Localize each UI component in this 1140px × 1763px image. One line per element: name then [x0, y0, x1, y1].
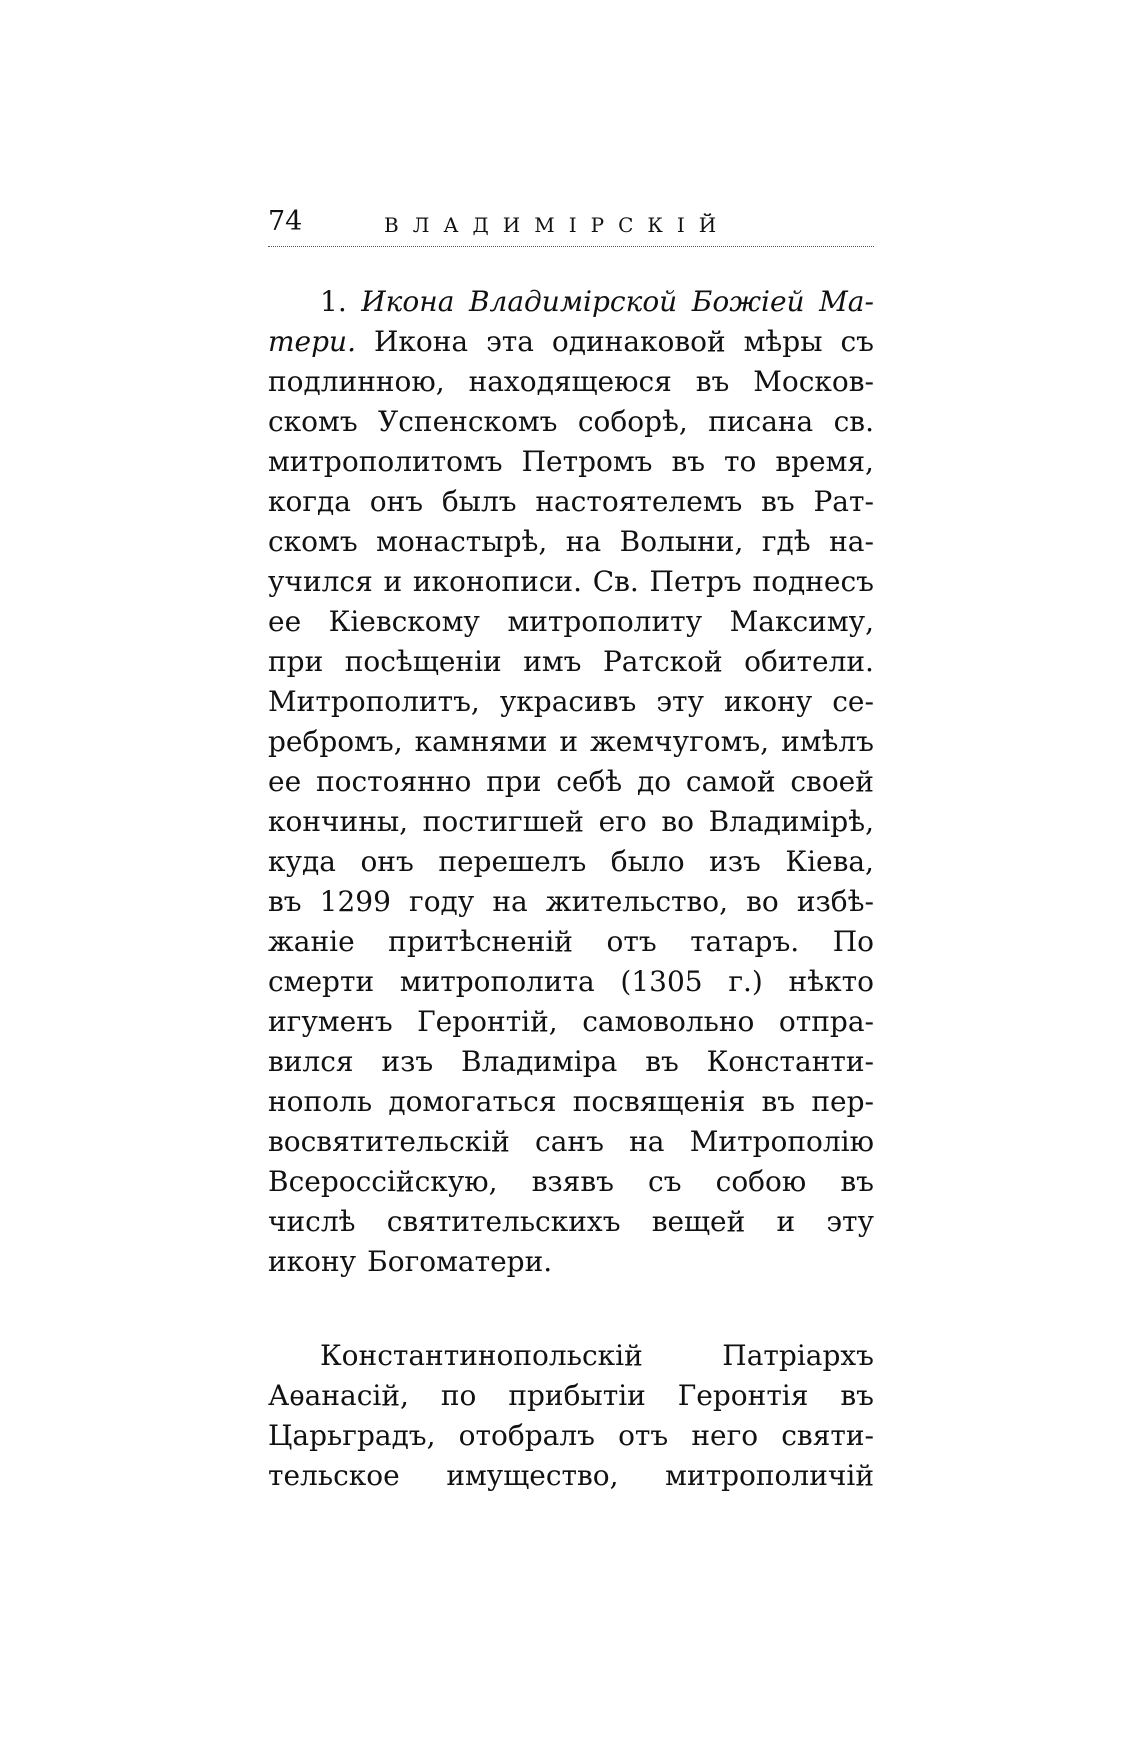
word: подлинною,: [268, 365, 445, 398]
word: святи-: [781, 1419, 874, 1452]
text-line: [268, 1002, 874, 1042]
word: посѣщеніи: [344, 645, 502, 678]
word: съ: [648, 1165, 682, 1198]
page-number: 74: [268, 206, 303, 237]
running-head: [268, 208, 874, 258]
text-line: [268, 1122, 874, 1162]
word: находящеюся: [468, 365, 672, 398]
word: и: [559, 725, 578, 758]
word: мѣры: [743, 325, 823, 358]
word: Митрополитъ,: [268, 685, 480, 718]
word: кончины,: [268, 805, 409, 838]
text-line: [268, 362, 874, 402]
text-line: [268, 882, 874, 922]
word: при: [486, 765, 542, 798]
paragraph-2: [268, 1336, 874, 1496]
word: собою: [715, 1165, 807, 1198]
word: отъ: [618, 1419, 669, 1452]
word: самовольно: [582, 1005, 755, 1038]
word: тери.: [268, 325, 356, 358]
word: домогаться: [388, 1085, 557, 1118]
word: Успенскомъ: [378, 405, 558, 438]
word: въ: [761, 485, 795, 518]
word: соборѣ,: [577, 405, 688, 438]
word: посвященія: [572, 1085, 746, 1118]
word: 1.: [320, 285, 347, 318]
word: Петромъ: [521, 445, 653, 478]
word: когда: [268, 485, 351, 518]
word: притѣсненій: [388, 925, 573, 958]
word: и: [776, 1205, 796, 1238]
text-line: [268, 642, 874, 682]
word: пер-: [811, 1085, 874, 1118]
word: камнями: [414, 725, 548, 758]
word: икону: [268, 1245, 357, 1278]
word: скомъ: [268, 405, 358, 438]
word: нѣкто: [788, 965, 874, 998]
word: Царьградъ,: [268, 1419, 436, 1452]
word: митрополиту: [507, 605, 703, 638]
word: Петръ: [649, 565, 742, 598]
word: году: [409, 885, 475, 918]
word: ребромъ,: [268, 725, 403, 758]
word: перешелъ: [438, 845, 587, 878]
word: въ: [671, 445, 706, 478]
word: нополь: [268, 1085, 373, 1118]
word: Божіей: [691, 285, 805, 318]
word: Всероссійскую,: [268, 1165, 498, 1198]
word: имущество,: [446, 1459, 619, 1492]
word: себѣ: [556, 765, 623, 798]
word: куда: [268, 845, 336, 878]
word: татаръ.: [690, 925, 800, 958]
word: было: [610, 845, 685, 878]
word: ее: [268, 765, 302, 798]
text-line: [268, 1162, 874, 1202]
text-line: [268, 282, 874, 322]
word: въ: [695, 365, 730, 398]
word: въ: [645, 1045, 679, 1078]
word: Икона: [373, 325, 469, 358]
word: поднесъ: [752, 565, 874, 598]
text-line: [268, 1336, 874, 1376]
word: тельское: [268, 1459, 400, 1492]
word: на: [629, 1125, 665, 1158]
word: Константи-: [706, 1045, 874, 1078]
word: имъ: [523, 645, 582, 678]
word: Кіева,: [785, 845, 874, 878]
word: эту: [826, 1205, 874, 1238]
word: въ: [268, 885, 302, 918]
word: вещей: [651, 1205, 746, 1238]
word: икону: [724, 685, 813, 718]
word: прибытіи: [508, 1379, 646, 1412]
word: Максиму,: [729, 605, 874, 638]
running-title: ВЛАДИМІРСКІЙ: [384, 213, 731, 237]
text-line: [268, 802, 874, 842]
word: жемчугомъ,: [589, 725, 770, 758]
word: писана: [708, 405, 814, 438]
word: настоятелемъ: [535, 485, 743, 518]
word: Владимірѣ,: [708, 805, 874, 838]
word: во: [661, 805, 694, 838]
word: былъ: [441, 485, 517, 518]
word: украсивъ: [499, 685, 637, 718]
text-line: [268, 1376, 874, 1416]
word: монастырѣ,: [376, 525, 548, 558]
word: въ: [840, 1165, 874, 1198]
text-line: [268, 682, 874, 722]
word: Икона: [361, 285, 455, 318]
word: на: [565, 525, 602, 558]
word: Рат-: [813, 485, 874, 518]
word: митрополита: [399, 965, 595, 998]
word: Владимірской: [468, 285, 678, 318]
text-line: [268, 482, 874, 522]
word: числѣ: [268, 1205, 356, 1238]
word: отъ: [606, 925, 657, 958]
text-line: [268, 602, 874, 642]
word: взявъ: [531, 1165, 614, 1198]
word: святительскихъ: [386, 1205, 621, 1238]
word: 1299: [319, 885, 391, 918]
word: до: [636, 765, 672, 798]
word: на: [492, 885, 528, 918]
text-line: [268, 402, 874, 442]
word: Ма-: [819, 285, 874, 318]
word: (1305: [620, 965, 703, 998]
word: эта: [486, 325, 534, 358]
text-line: [268, 1456, 874, 1496]
word: своей: [790, 765, 874, 798]
word: Геронтія: [677, 1379, 809, 1412]
word: постоянно: [315, 765, 472, 798]
word: митрополичій: [665, 1459, 874, 1492]
word: то: [724, 445, 757, 478]
word: отобралъ: [458, 1419, 595, 1452]
word: Митрополію: [689, 1125, 874, 1158]
text-line: [268, 522, 874, 562]
word: Константинопольскій: [320, 1339, 643, 1372]
word: Патріархъ: [722, 1339, 874, 1372]
paragraph-1: [268, 282, 874, 1282]
word: жаніе: [268, 925, 355, 958]
text-line: [268, 722, 874, 762]
text-line: [268, 1242, 874, 1282]
text-line: [268, 1202, 874, 1242]
word: скомъ: [268, 525, 358, 558]
word: въ: [840, 1379, 874, 1412]
word: гдѣ: [761, 525, 811, 558]
word: самой: [685, 765, 776, 798]
word: онъ: [369, 485, 424, 518]
word: постигшей: [422, 805, 584, 838]
word: учился: [268, 565, 373, 598]
word: эту: [656, 685, 705, 718]
word: Владиміра: [461, 1045, 618, 1078]
word: въ: [761, 1085, 796, 1118]
word: се-: [832, 685, 874, 718]
word: ее: [268, 605, 302, 638]
text-line: [268, 322, 874, 362]
text-line: [268, 442, 874, 482]
word: Св.: [592, 565, 639, 598]
word: игуменъ: [268, 1005, 393, 1038]
word: одинаковой: [551, 325, 726, 358]
word: изъ: [709, 845, 761, 878]
text-line: [268, 922, 874, 962]
word: Кіевскому: [328, 605, 480, 638]
word: жительство,: [545, 885, 729, 918]
word: него: [691, 1419, 759, 1452]
word: Богоматери.: [367, 1245, 553, 1278]
word: обители.: [744, 645, 874, 678]
text-line: [268, 1416, 874, 1456]
text-line: [268, 962, 874, 1002]
word: избѣ-: [796, 885, 874, 918]
text-line: [268, 762, 874, 802]
word: на-: [829, 525, 874, 558]
word: во: [746, 885, 779, 918]
text-line: [268, 562, 874, 602]
word: вился: [268, 1045, 354, 1078]
word: смерти: [268, 965, 375, 998]
word: По: [832, 925, 874, 958]
header-rule: [268, 246, 874, 247]
word: св.: [833, 405, 874, 438]
word: съ: [840, 325, 874, 358]
body-text: [268, 282, 874, 1496]
word: отпра-: [778, 1005, 874, 1038]
word: Волыни,: [619, 525, 744, 558]
word: восвятительскій: [268, 1125, 510, 1158]
word: при: [268, 645, 324, 678]
book-page: [268, 208, 874, 1496]
word: его: [598, 805, 647, 838]
word: изъ: [381, 1045, 434, 1078]
word: санъ: [535, 1125, 604, 1158]
word: имѣлъ: [781, 725, 874, 758]
word: время,: [775, 445, 874, 478]
word: митрополитомъ: [268, 445, 503, 478]
text-line: [268, 1042, 874, 1082]
word: по: [440, 1379, 477, 1412]
word: Москов-: [753, 365, 874, 398]
word: г.): [728, 965, 763, 998]
word: онъ: [360, 845, 414, 878]
text-line: [268, 1082, 874, 1122]
word: Аѳанасій,: [268, 1379, 409, 1412]
word: Геронтій,: [417, 1005, 558, 1038]
word: и: [383, 565, 403, 598]
word: иконописи.: [412, 565, 582, 598]
word: Ратской: [602, 645, 723, 678]
text-line: [268, 842, 874, 882]
